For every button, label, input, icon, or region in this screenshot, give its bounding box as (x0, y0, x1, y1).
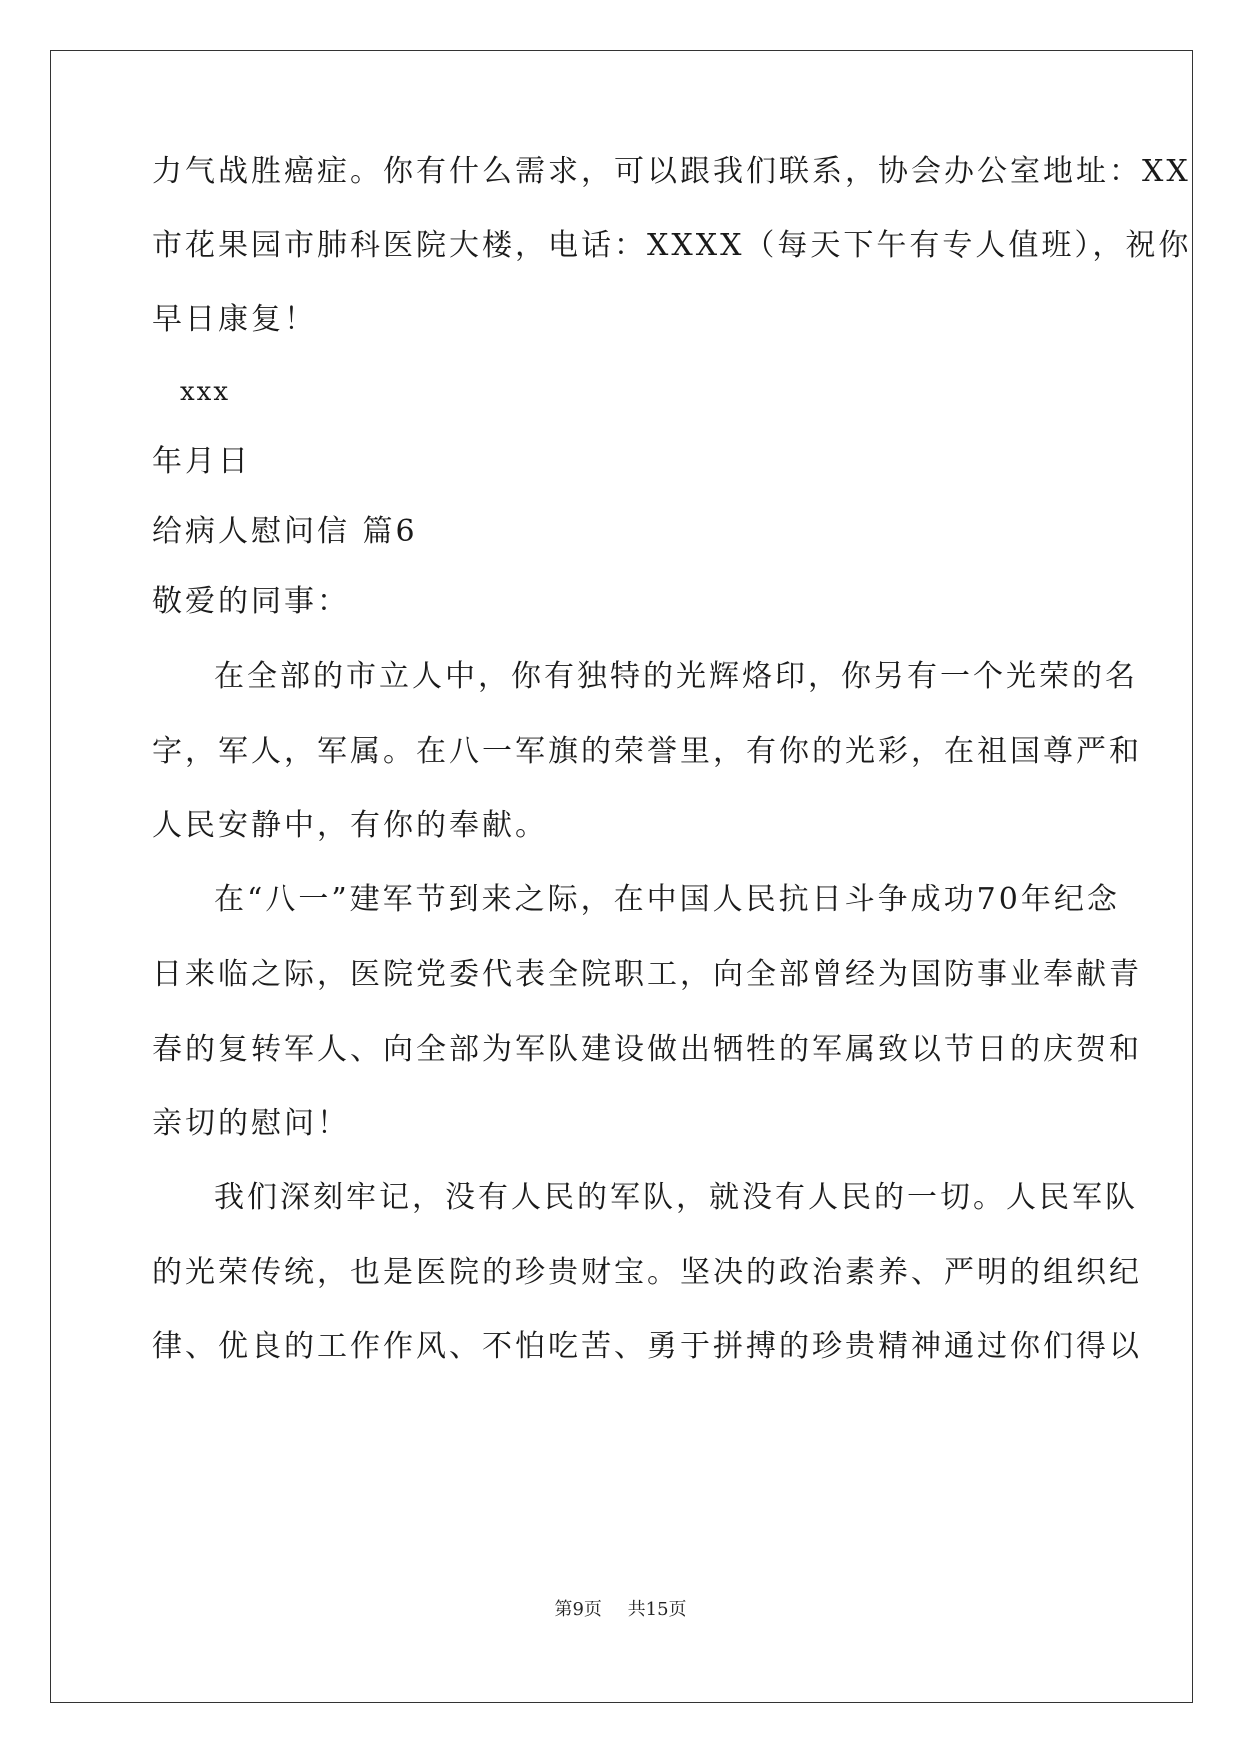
signature-name: xxx (180, 377, 230, 407)
text-line: 字，军人，军属。在八一军旗的荣誉里，有你的光彩，在祖国尊严和 (152, 734, 1142, 769)
text-line: 市花果园市肺科医院大楼，电话：XXXX（每天下午有专人值班），祝你 (152, 228, 1192, 263)
page-total: 共15页 (627, 1599, 687, 1620)
salutation: 敬爱的同事： (152, 584, 350, 619)
signature-date: 年月日 (152, 444, 251, 479)
text-line: 力气战胜癌症。你有什么需求，可以跟我们联系，协会办公室地址：XX (152, 154, 1191, 189)
page-number: 第9页 (554, 1599, 602, 1620)
page-border (50, 50, 1193, 1703)
text-line: 我们深刻牢记，没有人民的军队，就没有人民的一切。人民军队 (214, 1180, 1138, 1215)
text-line: 早日康复！ (152, 302, 317, 337)
page-footer (0, 1598, 1241, 1622)
text-line: 的光荣传统，也是医院的珍贵财宝。坚决的政治素养、严明的组织纪 (152, 1255, 1142, 1290)
text-line: 在全部的市立人中，你有独特的光辉烙印，你另有一个光荣的名 (214, 659, 1138, 694)
text-line: 亲切的慰问！ (152, 1106, 350, 1141)
section-heading: 给病人慰问信 篇6 (152, 514, 418, 549)
text-line: 律、优良的工作作风、不怕吃苦、勇于拼搏的珍贵精神通过你们得以 (152, 1329, 1142, 1364)
text-line: 在“八一”建军节到来之际，在中国人民抗日斗争成功70年纪念 (214, 882, 1120, 917)
text-line: 春的复转军人、向全部为军队建设做出牺牲的军属致以节日的庆贺和 (152, 1032, 1142, 1067)
text-line: 日来临之际，医院党委代表全院职工，向全部曾经为国防事业奉献青 (152, 957, 1142, 992)
text-line: 人民安静中，有你的奉献。 (152, 808, 548, 843)
